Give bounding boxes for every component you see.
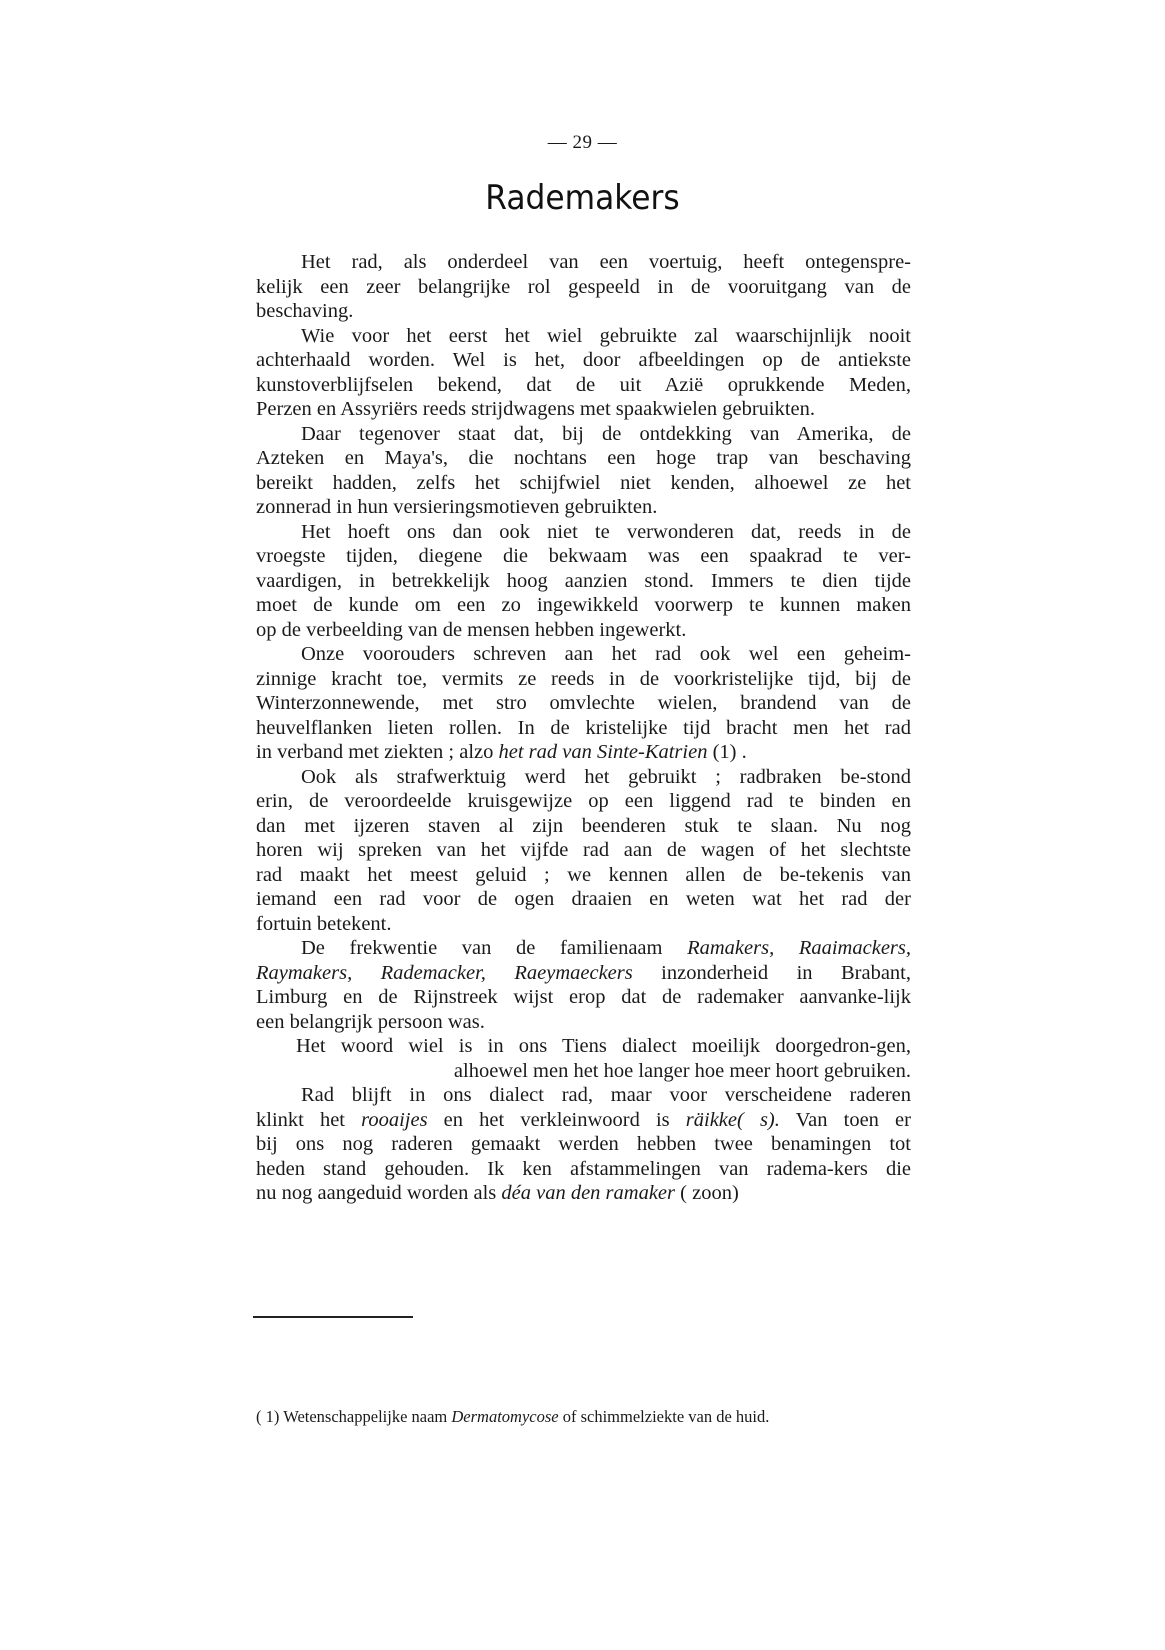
text-line (256, 961, 911, 986)
text-run: Wie voor het eerst het wiel gebruikte zal waarschijnlijk nooit (301, 324, 911, 347)
text-run: Het rad, als onderdeel van een voertuig, heeft ontegenspre- (301, 251, 911, 273)
text-run: Ook als strafwerktuig werd het gebruikt ; radbraken be-stond (301, 765, 911, 788)
text-line (256, 471, 911, 496)
text-run: moet de kunde om een zo ingewikkeld voorwerp te kunnen maken (256, 594, 911, 616)
text-line (256, 667, 911, 692)
text-line (256, 397, 911, 422)
text-run: horen wij spreken van het vijfde rad aan de wagen of het slechtste (256, 839, 911, 861)
text-line (256, 789, 911, 814)
text-line (256, 642, 911, 667)
text-run: zinnige kracht toe, vermits ze reeds in de voorkristelijke tijd, bij de (256, 667, 911, 690)
text-line (256, 691, 911, 716)
text-run: Van toen er (779, 1108, 911, 1131)
text-line (256, 1059, 911, 1084)
text-line (256, 495, 911, 520)
text-run: Limburg en de Rijnstreek wijst erop dat de rademaker aanvanke-lijk (256, 986, 911, 1008)
page-number: — 29 — (547, 132, 618, 153)
text-line (256, 1034, 911, 1059)
text-run: kelijk een zeer belangrijke rol gespeeld in de vooruitgang van de (256, 275, 911, 298)
text-run: kunstoverblijfselen bekend, dat de uit Azië oprukkende Meden, (256, 373, 911, 396)
text-run: fortuin betekent. (256, 912, 392, 935)
text-run: heden stand gehouden. Ik ken afstammelingen van radema-kers die (256, 1157, 911, 1180)
text-line (256, 422, 911, 447)
text-line (256, 936, 911, 961)
footnote-rule (253, 1316, 413, 1318)
italic-text: räikke( s). (685, 1108, 780, 1131)
text-run: in verband met ziekten ; alzo (256, 741, 499, 763)
text-line (256, 348, 911, 373)
italic-text: Ramakers, Raaimackers, (687, 937, 911, 959)
text-run: inzonderheid in Brabant, (632, 961, 911, 984)
text-run: klinkt het (256, 1108, 362, 1131)
text-run: Daar tegenover staat dat, bij de ontdekking van Amerika, de (301, 422, 911, 445)
text-run: achterhaald worden. Wel is het, door afbeeldingen op de antiekste (256, 349, 911, 371)
text-line (256, 250, 911, 275)
italic-text: Raymakers, Rademacker, Raeymaeckers (256, 961, 633, 984)
footnote (256, 1407, 911, 1427)
text-line (256, 985, 911, 1010)
text-run: en het verkleinwoord is (427, 1108, 686, 1131)
page-title: Rademakers (485, 178, 680, 218)
text-run: dan met ijzeren staven al zijn beenderen stuk te slaan. Nu nog (256, 814, 911, 837)
text-line (256, 838, 911, 863)
text-run: Het hoeft ons dan ook niet te verwonderen dat, reeds in de (301, 520, 911, 543)
text-run: alhoewel men het hoe langer hoe meer hoort gebruiken. (453, 1059, 911, 1082)
footnote-text: Wetenschappelijke naam (279, 1407, 452, 1426)
text-line (256, 716, 911, 741)
text-run: Het woord wiel is in ons Tiens dialect moeilijk doorgedron-gen, (296, 1035, 911, 1057)
text-line (256, 544, 911, 569)
text-line (256, 569, 911, 594)
text-line (256, 814, 911, 839)
text-line (256, 765, 911, 790)
text-run: iemand een rad voor de ogen draaien en weten wat het rad der (256, 888, 911, 910)
text-line (256, 299, 911, 324)
text-line (256, 618, 911, 643)
text-run: Rad blijft in ons dialect rad, maar voor verscheidene raderen (301, 1084, 911, 1106)
text-run: beschaving. (256, 300, 354, 322)
text-run: vroegste tijden, diegene die bekwaam was een spaakrad te ver- (256, 545, 911, 567)
footnote-italic-term: Dermatomycose (451, 1407, 559, 1426)
text-line (256, 593, 911, 618)
text-run: Onze voorouders schreven aan het rad ook wel een geheim- (301, 643, 911, 665)
text-line (256, 740, 911, 765)
text-line (256, 324, 911, 349)
text-line (256, 1157, 911, 1182)
text-run: (1) . (707, 741, 747, 763)
text-run: zonnerad in hun versieringsmotieven gebruikten. (256, 496, 658, 518)
text-line (256, 1108, 911, 1133)
text-line (256, 446, 911, 471)
text-run: De frekwentie van de familienaam (301, 937, 688, 959)
text-line (256, 863, 911, 888)
text-run: op de verbeelding van de mensen hebben ingewerkt. (256, 618, 687, 641)
italic-text: déa van den ramaker (501, 1182, 676, 1204)
italic-text: rooaijes (361, 1108, 428, 1131)
text-run: bereikt hadden, zelfs het schijfwiel niet kenden, alhoewel ze het (256, 471, 911, 494)
text-line (256, 1181, 911, 1206)
text-line (256, 912, 911, 937)
text-line (256, 887, 911, 912)
body-text (256, 250, 911, 1206)
text-line (256, 1132, 911, 1157)
text-line (256, 1083, 911, 1108)
text-run: rad maakt het meest geluid ; we kennen allen de be-tekenis van (256, 863, 911, 886)
text-run: bij ons nog raderen gemaakt werden hebben twee benamingen tot (256, 1133, 911, 1155)
text-run: Winterzonnewende, met stro omvlechte wielen, brandend van de (256, 692, 911, 714)
footnote-text-end: of schimmelziekte van de huid. (558, 1407, 770, 1426)
text-run: Azteken en Maya's, die nochtans een hoge trap van beschaving (256, 447, 911, 469)
footnote-marker: ( 1) (256, 1407, 280, 1426)
text-run: ( zoon) (675, 1182, 739, 1204)
text-run: Perzen en Assyriërs reeds strijdwagens met spaakwielen gebruikten. (256, 398, 816, 420)
text-run: erin, de veroordeelde kruisgewijze op een liggend rad te binden en (256, 790, 911, 812)
text-run: vaardigen, in betrekkelijk hoog aanzien stond. Immers te dien tijde (256, 569, 911, 592)
text-line (256, 520, 911, 545)
text-run: nu nog aangeduid worden als (256, 1182, 502, 1204)
text-run: een belangrijk persoon was. (256, 1010, 485, 1033)
text-line (256, 373, 911, 398)
text-run: heuvelflanken lieten rollen. In de kristelijke tijd bracht men het rad (256, 716, 911, 739)
italic-text: het rad van Sinte-Katrien (498, 741, 708, 763)
text-line (256, 275, 911, 300)
text-line (256, 1010, 911, 1035)
